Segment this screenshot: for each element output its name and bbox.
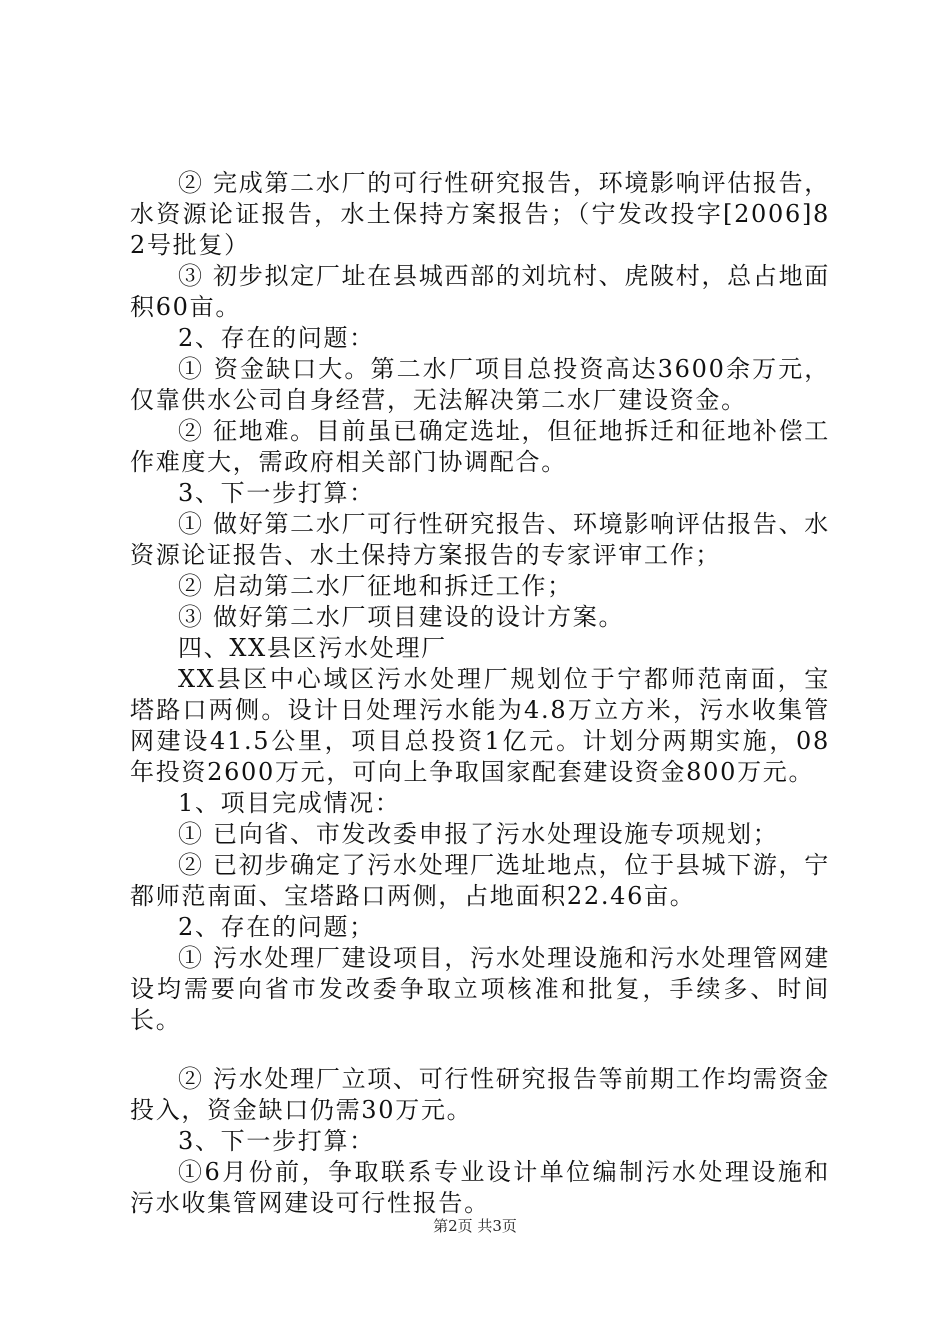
document-body [130, 168, 830, 1219]
heading-sewage-next-steps: 3、下一步打算： [178, 1127, 375, 1155]
paragraph-design-unit: ①6月份前，争取联系专业设计单位编制污水处理设施和污水收集管网建设可行性报告。 [130, 1158, 830, 1217]
heading-completion-status: 1、项目完成情况： [178, 789, 401, 817]
paragraph-plan-submitted: ① 已向省、市发改委申报了污水处理设施专项规划； [178, 820, 779, 848]
paragraph-design-plan: ③ 做好第二水厂项目建设的设计方案。 [178, 603, 625, 631]
paragraph-feasibility-reports: ② 完成第二水厂的可行性研究报告，环境影响评估报告，水资源论证报告，水土保持方案报告；（宁发改投字[2006]82号批复） [130, 169, 830, 259]
paragraph-funding-gap: ① 资金缺口大。第二水厂项目总投资高达3600余万元，仅靠供水公司自身经营，无法解决第二水厂建设资金。 [130, 355, 830, 414]
paragraph-approval-process: ① 污水处理厂建设项目，污水处理设施和污水处理管网建设均需要向省市发改委争取立项核准和批复，手续多、时间长。 [130, 944, 830, 1034]
paragraph-expert-review: ① 做好第二水厂可行性研究报告、环境影响评估报告、水资源论证报告、水土保持方案报告的专家评审工作； [130, 510, 830, 569]
paragraph-preliminary-funding: ② 污水处理厂立项、可行性研究报告等前期工作均需资金投入，资金缺口仍需30万元。 [130, 1065, 830, 1124]
heading-problems: 2、存在的问题： [178, 324, 375, 352]
section-heading-sewage-plant: 四、XX县区污水处理厂 [178, 634, 447, 662]
paragraph-site-selection: ③ 初步拟定厂址在县城西部的刘坑村、虎陂村，总占地面积60亩。 [130, 262, 830, 321]
page-footer: 第2页 共3页 [433, 1217, 517, 1235]
heading-next-steps: 3、下一步打算： [178, 479, 375, 507]
heading-sewage-problems: 2、存在的问题； [178, 913, 375, 941]
paragraph-sewage-overview: XX县区中心域区污水处理厂规划位于宁都师范南面，宝塔路口两侧。设计日处理污水能为4.8万立方米，污水收集管网建设41.5公里，项目总投资1亿元。计划分两期实施，08年投资2600万元，可向上争取国家配套建设资金800万元。 [130, 665, 830, 786]
paragraph-start-acquisition: ② 启动第二水厂征地和拆迁工作； [178, 572, 573, 600]
paragraph-site-determined: ② 已初步确定了污水处理厂选址地点，位于县城下游，宁都师范南面、宝塔路口两侧，占地面积22.46亩。 [130, 851, 830, 910]
paragraph-land-acquisition: ② 征地难。目前虽已确定选址，但征地拆迁和征地补偿工作难度大，需政府相关部门协调配合。 [130, 417, 830, 476]
